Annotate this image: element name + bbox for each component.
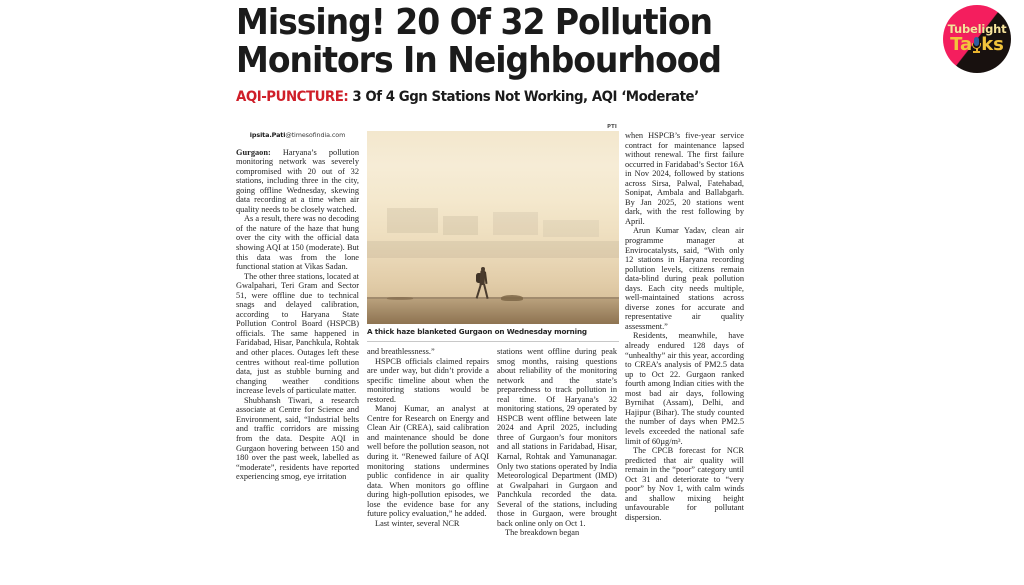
subheadline xyxy=(236,89,762,106)
article-paragraph: Gurgaon: Haryana’s pollution monitoring network was severely compromised with 20 out of 32 stations, including three in the city, going offline Wednesday, skewing data recording at a time when air quality needs to be closely watched. xyxy=(236,147,359,214)
microphone-icon xyxy=(972,37,981,54)
logo-text-talks xyxy=(950,36,1004,54)
article-column-2-text xyxy=(367,347,489,528)
article-paragraph: Arun Kumar Yadav, clean air programme manager at Envirocatalysts, said, “With only 12 stations in Haryana recording pollution levels, citizens remain data-blind during peak pollution days. Each city needs multiple, well-maintained stations across diverse zones for accurate and representative air quality assessment.” xyxy=(625,226,744,331)
article-paragraph: The other three stations, located at Gwalpahari, Teri Gram and Sector 51, were offline due to technical snags and delayed calibration, according to Haryana State Pollution Control Board (HSPCB) officials. The same happened in Faridabad, Hisar, Panchkula, Rohtak and other places. Outages left these centres without real-time pollution data, just as stubble burning and changing weather conditions increase levels of particulate matter. xyxy=(236,271,359,396)
article-body xyxy=(236,131,784,583)
article-column-4 xyxy=(625,131,744,522)
photo-caption: A thick haze blanketed Gurgaon on Wednesday morning xyxy=(367,327,587,336)
tubelight-talks-logo[interactable] xyxy=(940,4,1014,74)
headline-line-2: Monitors In Neighbourhood xyxy=(236,40,722,81)
byline-domain: @timesofindia.com xyxy=(285,131,346,139)
article-column-3-text xyxy=(497,347,617,538)
article-column-3 xyxy=(497,347,617,538)
article-paragraph: and breathlessness.” xyxy=(367,347,435,356)
headline-block xyxy=(236,4,796,106)
subheadline-text: 3 Of 4 Ggn Stations Not Working, AQI ‘Moderate’ xyxy=(348,89,699,105)
article-column-1 xyxy=(236,131,359,482)
byline[interactable] xyxy=(236,131,359,141)
byline-name: ipsita.Pati xyxy=(249,131,286,139)
article-paragraph: Manoj Kumar, an analyst at Centre for Research on Energy and Clean Air (CREA), said calibration and maintenance should be done well before the pollution season, not during it. “Renewed failure of AQI monitoring stations undermines public confidence in air quality data. When monitors go offline during high-pollution episodes, we lose the evidence base for any future policy evaluation,” he added. xyxy=(367,404,489,519)
article-paragraph: Shubhansh Tiwari, a research associate at Centre for Science and Environment, said, “Industrial belts and traffic corridors are missing from the data. Despite AQI in Gurgaon hovering between 150 and 180 over the past week, labelled as “moderate”, residents have reported experiencing smog, eye irritation xyxy=(236,395,359,482)
headline-line-1: Missing! 20 Of 32 Pollution xyxy=(236,2,712,43)
article-paragraph: The CPCB forecast for NCR predicted that air quality will remain in the “poor” category until Oct 31 and deteriorate to “very poor” by Nov 1, with calm winds and shallow mixing height unfavourable for pollutant dispersion. xyxy=(625,446,744,522)
article-column-1-text xyxy=(236,148,359,482)
article-paragraph: As a result, there was no decoding of the nature of the haze that hung over the city with the official data showing AQI at 150 (moderate). But this data was from the lone functional station at Vikas Sadan. xyxy=(236,214,359,272)
article-paragraph: when HSPCB’s five-year service contract for maintenance lapsed without renewal. The first failure occurred in Faridabad’s Sector 16A in Nov 2024, followed by stations across Sirsa, Palwal, Fatehabad, Sonipat, Ambala and Ballabgarh. By Jan 2025, 20 stations went dark, with the rest following by April. xyxy=(625,131,744,226)
photo-credit: PTI xyxy=(607,124,617,130)
subheadline-kicker: AQI-PUNCTURE: xyxy=(236,89,349,105)
logo-circle xyxy=(943,5,1011,73)
logo-talks-prefix: Ta xyxy=(950,34,973,56)
article-paragraph: Last winter, several NCR xyxy=(375,518,460,528)
article-column-4-text xyxy=(625,131,744,522)
article-column-2 xyxy=(367,347,489,528)
logo-text-tubelight: Tubelight xyxy=(947,21,1007,36)
logo-talks-suffix: ks xyxy=(981,34,1004,56)
article-paragraph: Residents, meanwhile, have already endured 128 days of “unhealthy” air this year, according to CREA’s analysis of PM2.5 data up to Oct 22. Gurgaon ranked fourth among Indian cities with the most bad air days, following Byrnihat (Assam), Delhi, and Hajipur (Bihar). The study counted the number of days when PM2.5 levels exceeded the national safe limit of 60µg/m³. xyxy=(625,331,744,446)
article-paragraph: The breakdown began xyxy=(505,528,580,538)
article-paragraph: stations went offline during peak smog months, raising questions about reliability of the monitoring network and the state’s preparedness to track pollution in real time. Of Haryana’s 32 monitoring stations, 29 operated by HSPCB went offline between late 2024 and April 2025, including three of Gurgaon’s four monitors and all stations in Faridabad, Hisar, Karnal, Rohtak and Yamunanagar. Only two stations operated by India Meteorological Department (IMD) at Gwalpahari in Gurgaon and Panchkula recorded the data. Several of the stations, including those in Gurgaon, were brought back online only on Oct 1. xyxy=(497,347,617,528)
article-paragraph: HSPCB officials claimed repairs are under way, but didn’t provide a specific timeline about when the monitoring stations would be restored. xyxy=(367,356,489,404)
